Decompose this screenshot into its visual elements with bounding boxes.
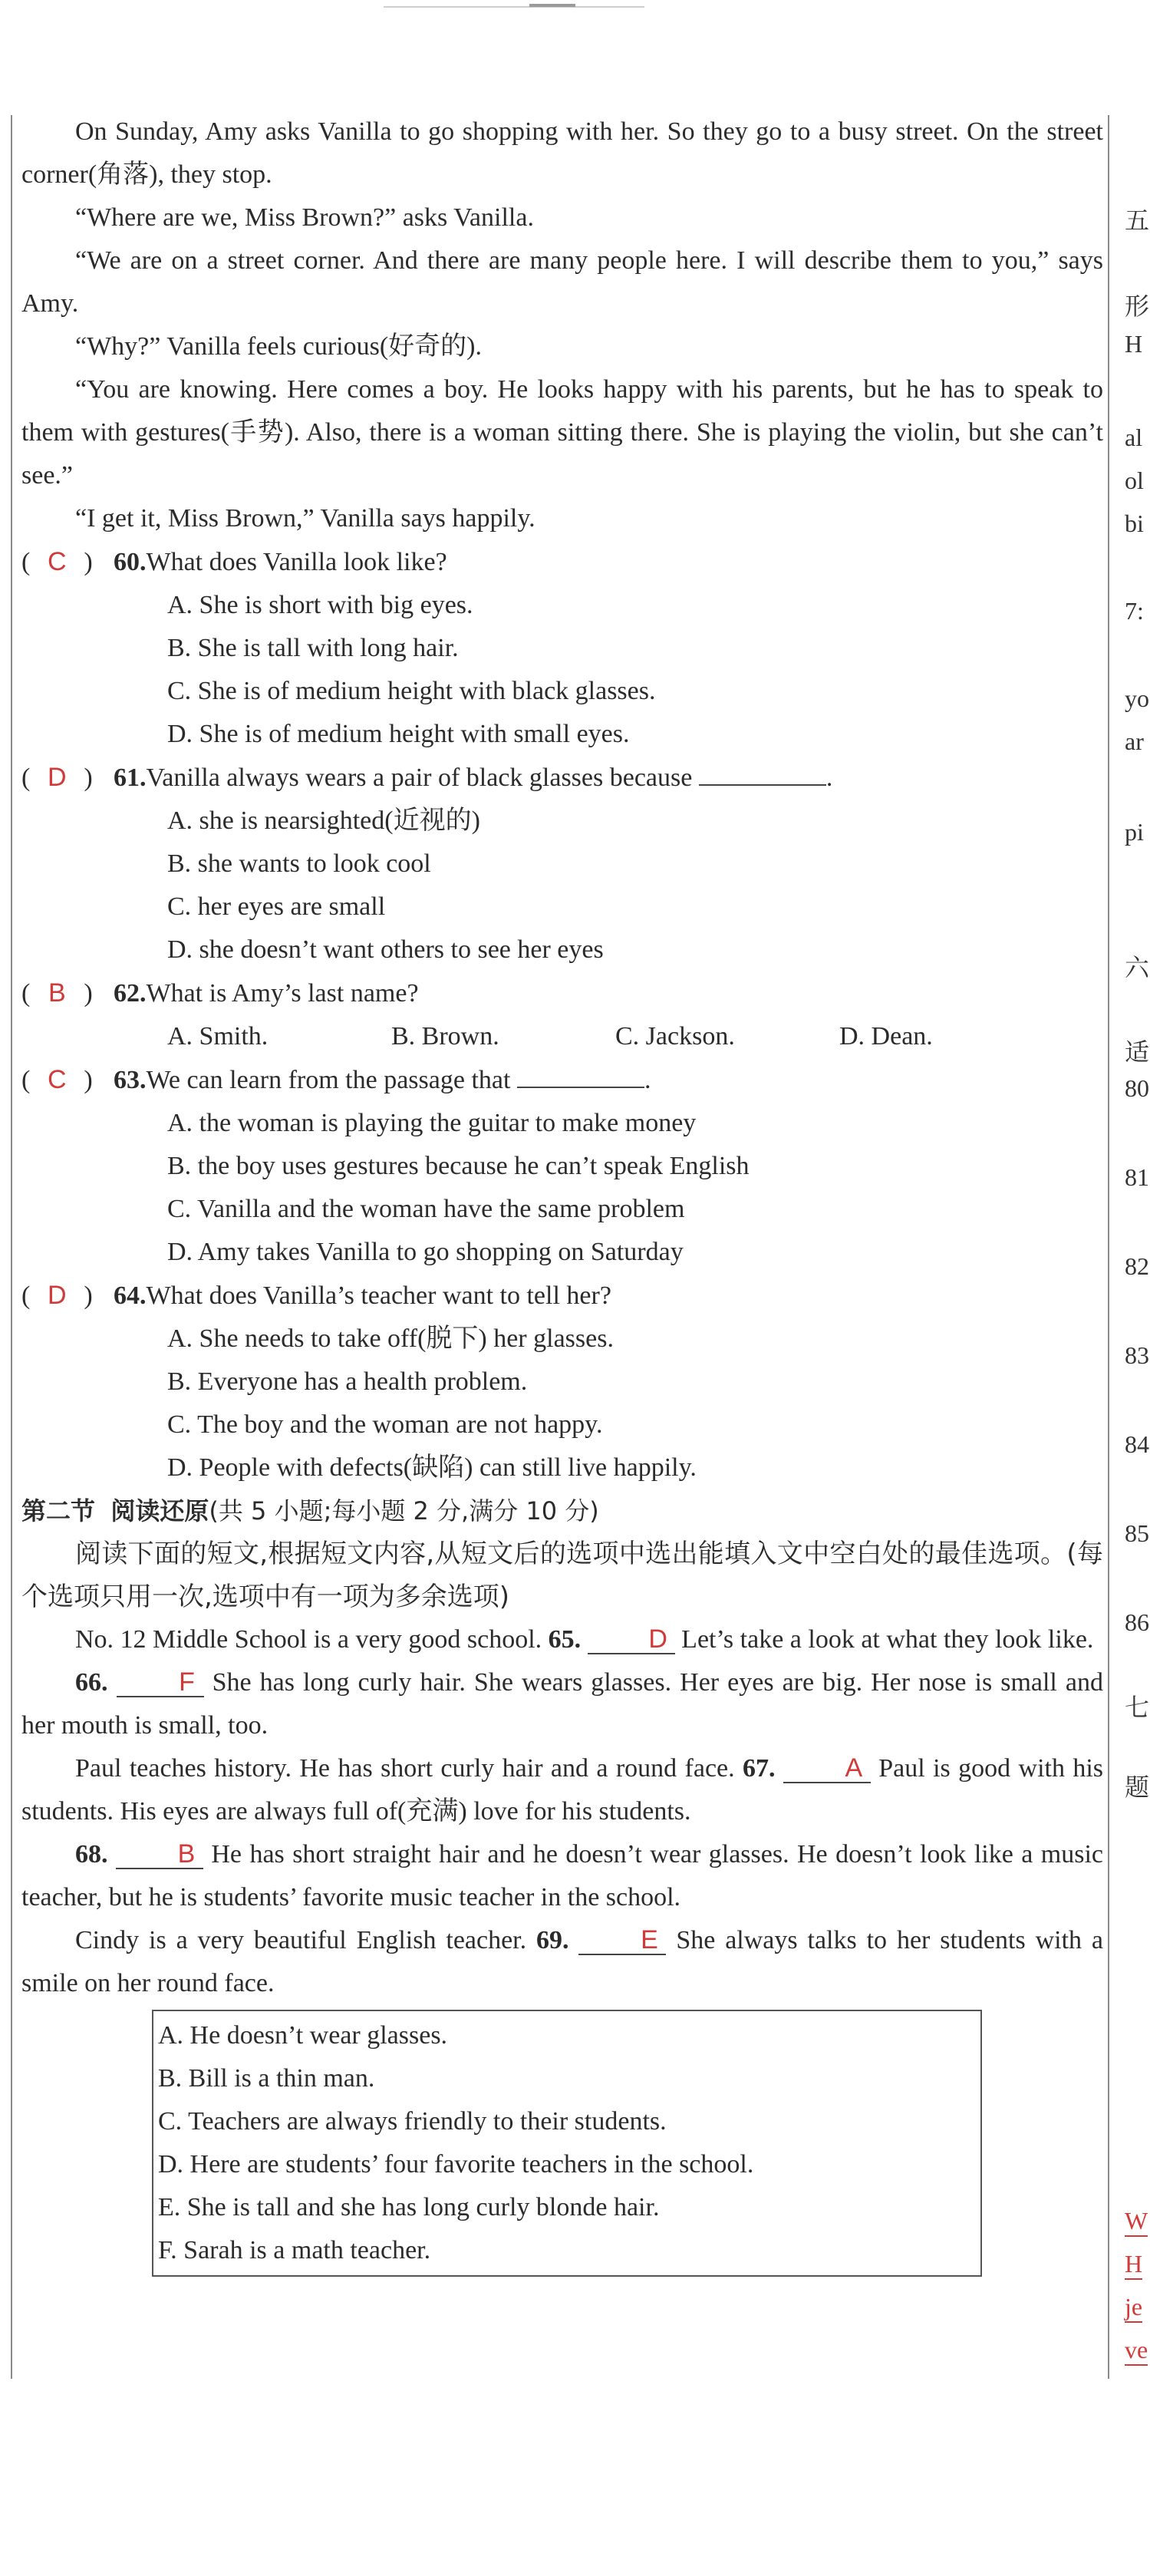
options-row <box>21 1015 1103 1058</box>
option-d: D. Amy takes Vanilla to go shopping on Saturday <box>167 1238 684 1266</box>
question-number: 61. <box>114 764 147 792</box>
question-number: 62. <box>114 979 147 1008</box>
option-d: D. People with defects(缺陷) can still live happily. <box>167 1453 697 1482</box>
blank-66-answer: F <box>117 1668 204 1697</box>
cloze-paragraph-1: No. 12 Middle School is a very good school. 65. D Let’s take a look at what they look like. <box>75 1624 1094 1654</box>
question-text: We can learn from the passage that <box>146 1066 511 1094</box>
main-column <box>21 110 1103 2277</box>
cloze-paragraph-3: Paul teaches history. He has short curly hair and a round face. 67. A Paul is good with his students. His eyes are always full of(充满) love for his students. <box>21 1753 1104 1826</box>
question-number: 64. <box>114 1281 147 1310</box>
cloze-option-e: E. She is tall and she has long curly blonde hair. <box>158 2193 660 2221</box>
answer-blank-line <box>517 1064 644 1088</box>
right-fragment: bi <box>1125 510 1144 537</box>
right-fragment: yo <box>1125 684 1149 712</box>
section-subtitle: 阅读还原 <box>110 1496 209 1525</box>
right-fragment: ol <box>1125 467 1144 494</box>
answer-60: C <box>48 547 67 576</box>
question-64: ( D ) 64. What does Vanilla’s teacher want to tell her? <box>21 1274 1103 1318</box>
right-fragment: H <box>1125 330 1143 358</box>
cloze-option-d: D. Here are students’ four favorite teachers in the school. <box>158 2150 754 2179</box>
right-fragment: H <box>1125 2250 1142 2280</box>
right-fragment: 84 <box>1125 1430 1149 1458</box>
blank-65-answer: D <box>588 1625 675 1654</box>
option-a: A. Smith. <box>167 1022 269 1051</box>
question-text: What does Vanilla look like? <box>146 548 447 576</box>
right-fragment: W <box>1125 2207 1148 2237</box>
option-b: B. the boy uses gestures because he can’t speak English <box>167 1152 750 1180</box>
right-fragment: 七 <box>1125 1693 1150 1722</box>
right-fragment: ve <box>1125 2336 1148 2366</box>
right-fragment: 86 <box>1125 1608 1149 1636</box>
left-margin-rule <box>11 115 12 2379</box>
question-60: ( C ) 60. What does Vanilla look like? <box>21 540 1103 584</box>
section-instructions: 阅读下面的短文,根据短文内容,从短文后的选项中选出能填入文中空白处的最佳选项。(每个选项只用一次,选项中有一项为多余选项) <box>21 1539 1103 1612</box>
answer-64: D <box>48 1281 67 1310</box>
right-fragment: 81 <box>1125 1163 1149 1191</box>
cloze-options-box <box>152 2010 982 2277</box>
option-c: C. The boy and the woman are not happy. <box>167 1410 603 1439</box>
right-fragment: 80 <box>1125 1074 1149 1102</box>
top-decoration-line <box>384 6 644 8</box>
cloze-paragraph-2: 66. F She has long curly hair. She wears glasses. Her eyes are big. Her nose is small and her mouth is small, too. <box>21 1667 1104 1740</box>
option-c: C. She is of medium height with black glasses. <box>167 677 656 705</box>
option-c: C. her eyes are small <box>167 892 386 921</box>
answer-blank-line <box>699 761 826 786</box>
right-fragment: 五 <box>1125 206 1150 235</box>
cloze-option-c: C. Teachers are always friendly to their students. <box>158 2107 667 2136</box>
section-title: 第二节 <box>21 1496 96 1525</box>
question-63: ( C ) 63. We can learn from the passage that . <box>21 1058 1103 1102</box>
blank-69-answer: E <box>578 1926 666 1955</box>
question-text: Vanilla always wears a pair of black glasses because <box>146 764 693 792</box>
section-heading <box>21 1489 1103 1532</box>
answer-61: D <box>48 763 67 792</box>
option-a: A. She needs to take off(脱下) her glasses. <box>167 1324 614 1353</box>
right-fragment: je <box>1125 2293 1142 2323</box>
story-paragraph-4: “Why?” Vanilla feels curious(好奇的). <box>75 332 482 361</box>
cloze-option-b: B. Bill is a thin man. <box>158 2064 375 2093</box>
option-c: C. Vanilla and the woman have the same problem <box>167 1195 685 1223</box>
option-b: B. Brown. <box>391 1022 499 1051</box>
option-c: C. Jackson. <box>615 1022 735 1051</box>
option-d: D. She is of medium height with small eyes. <box>167 720 630 748</box>
option-b: B. she wants to look cool <box>167 849 431 878</box>
story-paragraph-6: “I get it, Miss Brown,” Vanilla says happily. <box>75 504 535 533</box>
question-number: 63. <box>114 1066 147 1094</box>
section-scoring: (共 5 小题;每小题 2 分,满分 10 分) <box>209 1496 599 1525</box>
question-number: 60. <box>114 548 147 576</box>
story-paragraph-2: “Where are we, Miss Brown?” asks Vanilla. <box>75 203 534 232</box>
option-b: B. Everyone has a health problem. <box>167 1367 528 1396</box>
option-d: D. she doesn’t want others to see her eyes <box>167 935 604 964</box>
option-a: A. she is nearsighted(近视的) <box>167 806 480 835</box>
right-fragment: 82 <box>1125 1252 1149 1280</box>
top-decoration-mark <box>529 4 575 7</box>
question-text: What is Amy’s last name? <box>146 979 419 1008</box>
blank-67-answer: A <box>783 1754 871 1783</box>
cloze-option-f: F. Sarah is a math teacher. <box>158 2236 431 2264</box>
answer-63: C <box>48 1065 67 1094</box>
option-a: A. the woman is playing the guitar to make money <box>167 1109 697 1137</box>
blank-68-answer: B <box>116 1840 203 1869</box>
story-paragraph-3: “We are on a street corner. And there are many people here. I will describe them to you,” says Amy. <box>21 246 1103 318</box>
cloze-paragraph-5: Cindy is a very beautiful English teacher. 69. E She always talks to her students with a smile on her round face. <box>21 1925 1104 1997</box>
question-text: What does Vanilla’s teacher want to tell her? <box>146 1281 611 1310</box>
right-fragment: 题 <box>1125 1773 1150 1802</box>
cloze-paragraph-4: 68. B He has short straight hair and he doesn’t wear glasses. He doesn’t look like a music teacher, but he is students’ favorite music teacher in the school. <box>21 1839 1104 1911</box>
right-fragment: pi <box>1125 818 1144 846</box>
right-fragment: 六 <box>1125 953 1150 982</box>
story-paragraph-1: On Sunday, Amy asks Vanilla to go shopping with her. So they go to a busy street. On the street corner(角落), they stop. <box>21 117 1103 189</box>
option-a: A. She is short with big eyes. <box>167 591 473 619</box>
column-divider-rule <box>1108 115 1109 2379</box>
right-fragment: 7: <box>1125 597 1144 625</box>
right-fragment: 83 <box>1125 1341 1149 1369</box>
question-61: ( D ) 61. Vanilla always wears a pair of black glasses because . <box>21 756 1103 800</box>
answer-62: B <box>48 978 66 1008</box>
right-fragment: ar <box>1125 727 1144 755</box>
cloze-option-a: A. He doesn’t wear glasses. <box>158 2021 448 2050</box>
right-fragment: 适 <box>1125 1037 1150 1067</box>
option-d: D. Dean. <box>839 1022 933 1051</box>
right-fragment: 85 <box>1125 1519 1149 1547</box>
right-fragment: al <box>1125 424 1143 451</box>
story-paragraph-5: “You are knowing. Here comes a boy. He looks happy with his parents, but he has to speak to them with gestures(手势). Also, there is a woman sitting there. She is playing the violin, but she can’t see.” <box>21 375 1103 490</box>
right-fragment: 形 <box>1125 292 1150 321</box>
question-62: ( B ) 62. What is Amy’s last name? <box>21 971 1103 1015</box>
option-b: B. She is tall with long hair. <box>167 634 459 662</box>
